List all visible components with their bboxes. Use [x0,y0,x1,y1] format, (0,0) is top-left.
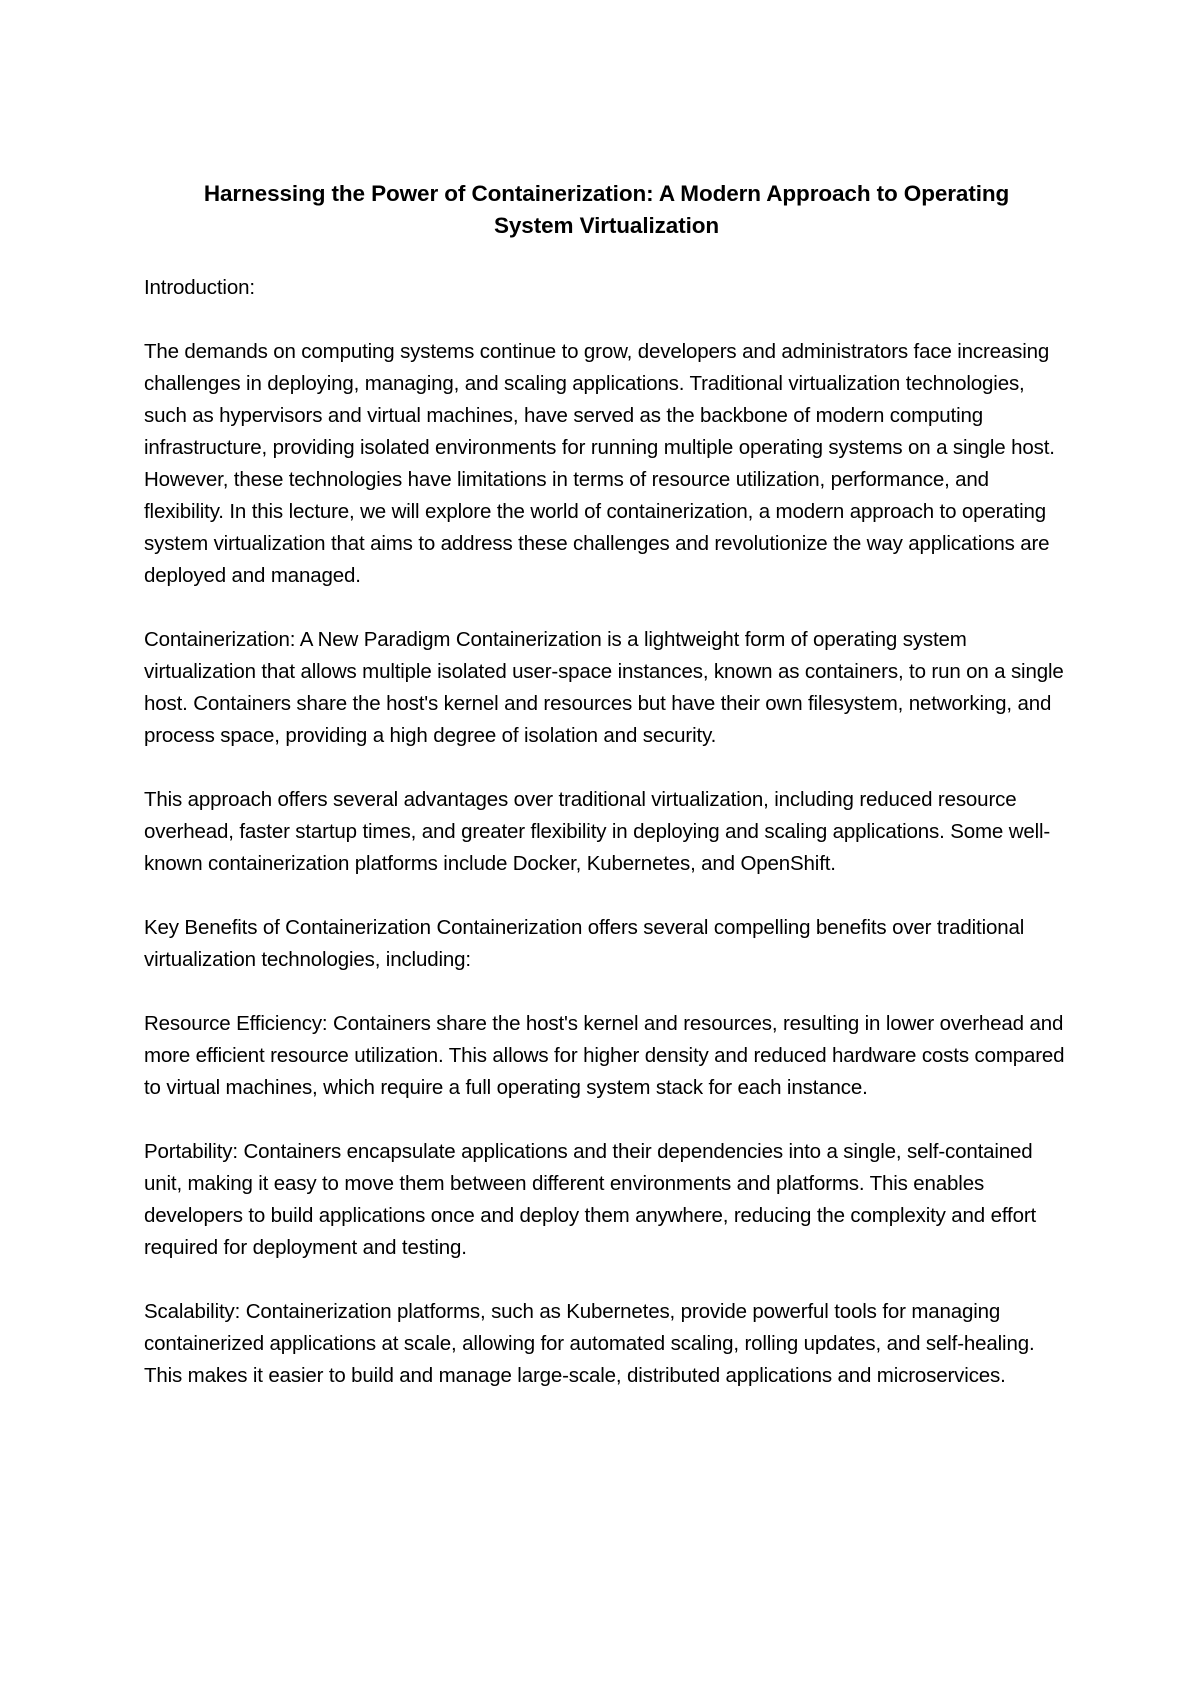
section-heading-introduction: Introduction: [144,276,255,299]
document-title-line-1: Harnessing the Power of Containerization: A Modern Approach to Operating [203,181,1010,206]
paragraph-portability: Portability: Containers encapsulate applications and their dependencies into a single, self-contained unit, making it easy to move them between different environments and platforms. This enables developers to build applications once and deploy them anywhere, reducing the complexity and effort required for deployment and testing. [144,1140,1037,1259]
paragraph-resource-efficiency: Resource Efficiency: Containers share the host's kernel and resources, resulting in lower overhead and more efficient resource utilization. This allows for higher density and reduced hardware costs compared to virtual machines, which require a full operating system stack for each instance. [144,1012,1065,1099]
paragraph-key-benefits: Key Benefits of Containerization Containerization offers several compelling benefits over traditional virtualization technologies, including: [144,916,1025,971]
paragraph-new-paradigm: Containerization: A New Paradigm Containerization is a lightweight form of operating system virtualization that allows multiple isolated user-space instances, known as containers, to run on a single host. Containers share the host's kernel and resources but have their own filesystem, networking, and process space, providing a high degree of isolation and security. [144,628,1064,747]
document-title [144,178,1069,242]
paragraph-introduction: The demands on computing systems continue to grow, developers and administrators face increasing challenges in deploying, managing, and scaling applications. Traditional virtualization technologies, such as hypervisors and virtual machines, have served as the backbone of modern computing infrastructure, providing isolated environments for running multiple operating systems on a single host. However, these technologies have limitations in terms of resource utilization, performance, and flexibility. In this lecture, we will explore the world of containerization, a modern approach to operating system virtualization that aims to address these challenges and revolutionize the way applications are deployed and managed. [144,340,1055,587]
document-body [144,178,1069,1392]
paragraph-scalability: Scalability: Containerization platforms, such as Kubernetes, provide powerful tools for managing containerized applications at scale, allowing for automated scaling, rolling updates, and self-healing. This makes it easier to build and manage large-scale, distributed applications and microservices. [144,1300,1035,1387]
paragraph-advantages: This approach offers several advantages over traditional virtualization, including reduced resource overhead, faster startup times, and greater flexibility in deploying and scaling applications. Some well-known containerization platforms include Docker, Kubernetes, and OpenShift. [144,788,1051,875]
document-title-line-2: System Virtualization [493,213,720,238]
